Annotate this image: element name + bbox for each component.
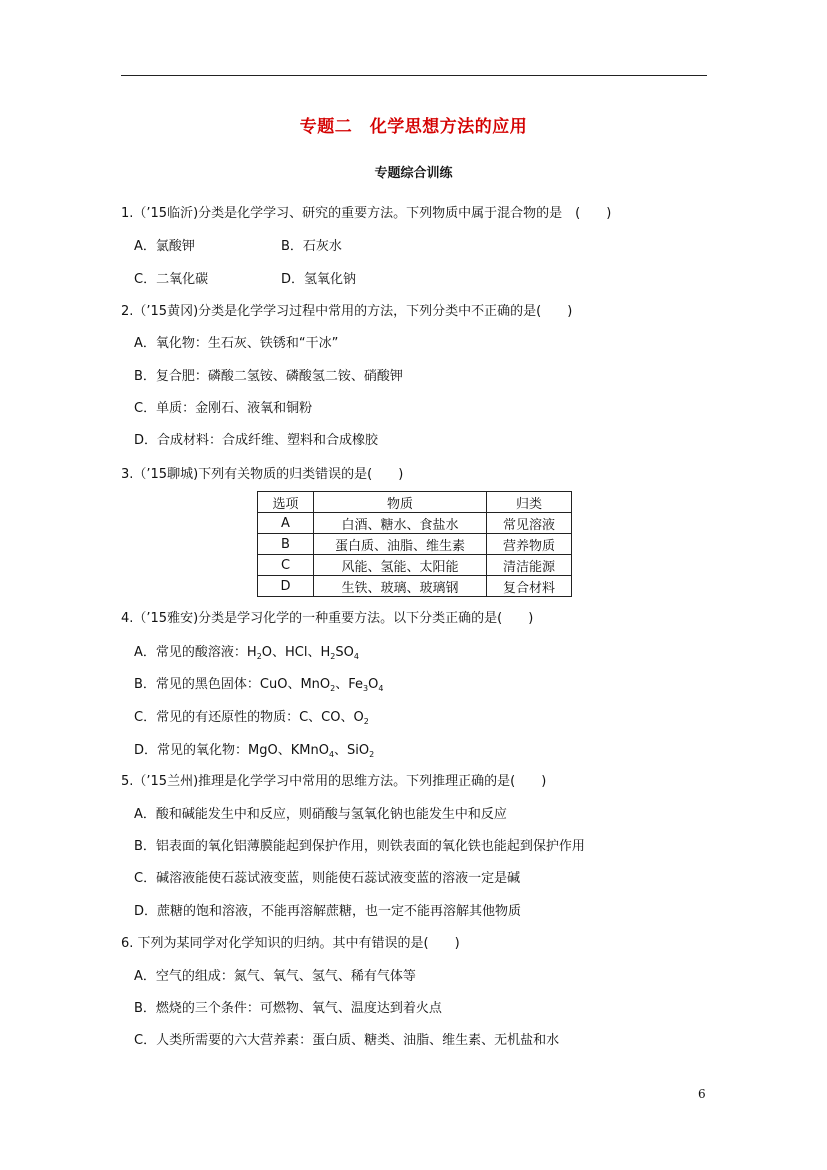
chemical-formula (299, 710, 369, 725)
chemical-formula (248, 743, 374, 758)
formula-subscript: 2 (330, 652, 336, 661)
question-2-stem: 2.（’15黄冈)分类是化学学习过程中常用的方法，下列分类中不正确的是( ) (121, 304, 573, 319)
question-1-option-b: B．石灰水 (281, 239, 342, 254)
formula-text: H (246, 645, 257, 660)
table-row (258, 534, 572, 555)
table-row (258, 576, 572, 597)
formula-subscript: 4 (328, 750, 335, 759)
formula-text: MgO、KMnO (248, 743, 329, 758)
question-2-option-b: B．复合肥：磷酸二氢铵、磷酸氢二铵、硝酸钾 (134, 369, 403, 384)
formula-subscript: 3 (363, 684, 369, 693)
question-6-option-b: B．燃烧的三个条件：可燃物、氧气、温度达到着火点 (134, 1001, 442, 1016)
question-5-option-d: D．蔗糖的饱和溶液，不能再溶解蔗糖，也一定不能再溶解其他物质 (134, 904, 522, 919)
option-label: B．常见的黑色固体： (134, 677, 260, 692)
question-5-option-a: A．酸和碱能发生中和反应，则硝酸与氢氧化钠也能发生中和反应 (134, 807, 507, 822)
table-cell: 清洁能源 (487, 555, 572, 576)
chemical-formula (247, 645, 359, 660)
question-2-option-c: C．单质：金刚石、液氧和铜粉 (134, 401, 313, 416)
table-cell: 营养物质 (487, 534, 572, 555)
table-row (258, 513, 572, 534)
question-2-option-d: D．合成材料：合成纤维、塑料和合成橡胶 (134, 433, 379, 448)
table-cell: 生铁、玻璃、玻璃钢 (314, 576, 487, 597)
table-cell: 白酒、糖水、食盐水 (314, 513, 487, 534)
formula-subscript: 2 (330, 684, 336, 693)
page-subtitle: 专题综合训练 (374, 166, 453, 181)
question-1-option-a: A．氯酸钾 (134, 239, 195, 254)
formula-text: 、SiO (334, 743, 370, 758)
table-cell: C (258, 555, 314, 576)
question-1-option-d: D．氢氧化钠 (281, 272, 357, 287)
option-label: A．常见的酸溶液： (134, 645, 247, 660)
question-5-option-c: C．碱溶液能使石蕊试液变蓝，则能使石蕊试液变蓝的溶液一定是碱 (134, 871, 521, 886)
table-header-cell: 物质 (314, 492, 487, 513)
question-6-option-c: C．人类所需要的六大营养素：蛋白质、糖类、油脂、维生素、无机盐和水 (134, 1033, 560, 1048)
formula-text: SO (335, 645, 354, 660)
question-4-option-c (134, 709, 369, 731)
formula-subscript: 2 (363, 717, 369, 726)
question-6-option-a: A．空气的组成：氮气、氧气、氢气、稀有气体等 (134, 969, 416, 984)
question-6-stem: 6. 下列为某同学对化学知识的归纳。其中有错误的是( ) (121, 936, 460, 951)
table-cell: 复合材料 (487, 576, 572, 597)
table-row (258, 555, 572, 576)
question-1-option-c: C．二氧化碳 (134, 272, 209, 287)
question-4-stem: 4.（’15雅安)分类是学习化学的一种重要方法。以下分类正确的是( ) (121, 611, 534, 626)
question-5-stem: 5.（’15兰州)推理是化学学习中常用的思维方法。下列推理正确的是( ) (121, 774, 547, 789)
table-header-cell: 选项 (258, 492, 314, 513)
formula-text: C、CO、O (299, 710, 364, 725)
option-label: D．常见的氧化物： (134, 743, 249, 758)
formula-subscript: 2 (256, 652, 262, 661)
table-cell: 风能、氢能、太阳能 (314, 555, 487, 576)
formula-subscript: 4 (378, 684, 384, 693)
question-4-option-a (134, 644, 359, 666)
page-number: 6 (698, 1087, 706, 1101)
table-cell: D (258, 576, 314, 597)
classification-table (257, 491, 572, 597)
chemical-formula (260, 677, 384, 692)
question-3-stem: 3.（’15聊城)下列有关物质的归类错误的是( ) (121, 467, 404, 482)
question-4-option-b (134, 676, 383, 698)
question-5-option-b: B．铝表面的氧化铝薄膜能起到保护作用，则铁表面的氧化铁也能起到保护作用 (134, 839, 585, 854)
table-header-cell: 归类 (487, 492, 572, 513)
header-rule (121, 75, 707, 76)
question-4-option-d (134, 742, 374, 764)
table-cell: B (258, 534, 314, 555)
formula-subscript: 4 (353, 652, 359, 661)
formula-text: CuO、MnO (259, 677, 331, 692)
option-label: C．常见的有还原性的物质： (134, 710, 300, 725)
table-cell: 常见溶液 (487, 513, 572, 534)
question-2-option-a: A．氧化物：生石灰、铁锈和“干冰” (134, 336, 339, 351)
page-title: 专题二 化学思想方法的应用 (299, 117, 528, 137)
formula-text: O、HCl、H (261, 645, 331, 660)
table-header-row (258, 492, 572, 513)
question-1-stem: 1.（’15临沂)分类是化学学习、研究的重要方法。下列物质中属于混合物的是 ( ) (121, 206, 612, 221)
formula-text: 、Fe (335, 677, 364, 692)
formula-text: O (368, 677, 379, 692)
table-cell: 蛋白质、油脂、维生素 (314, 534, 487, 555)
table-cell: A (258, 513, 314, 534)
formula-subscript: 2 (369, 750, 375, 759)
